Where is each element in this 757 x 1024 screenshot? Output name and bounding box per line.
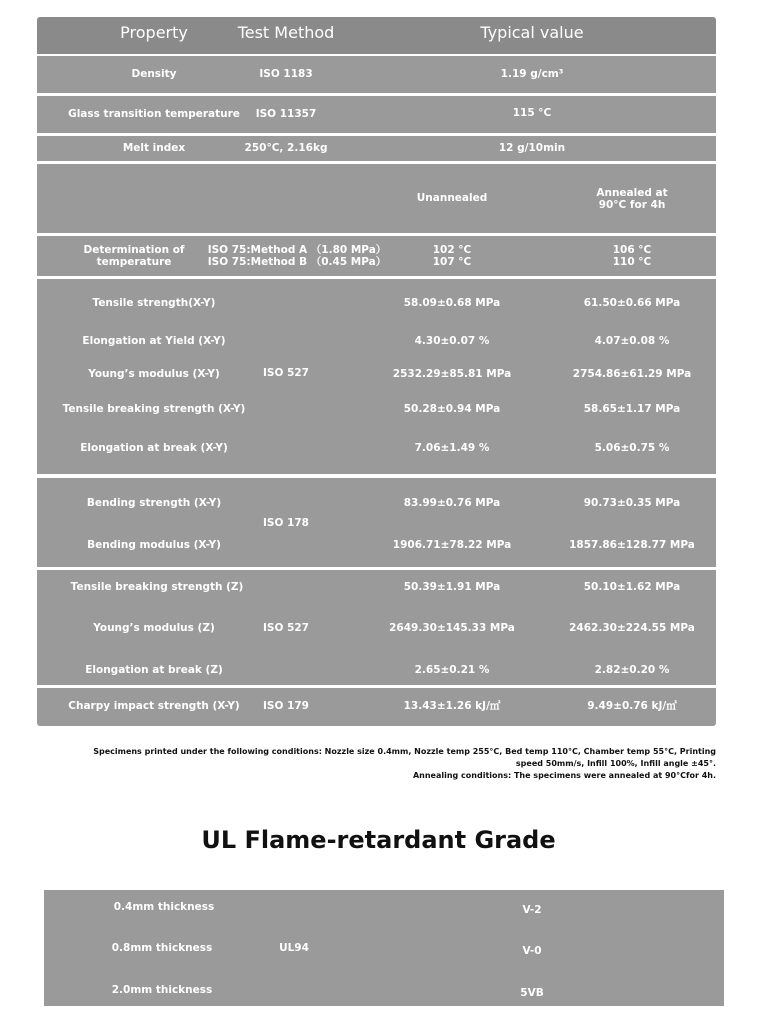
annealed-cell: 2462.30±224.55 MPa — [569, 622, 695, 634]
table-header — [37, 17, 716, 54]
property-cell: Elongation at break (Z) — [85, 664, 223, 676]
annealed-cell: 5.06±0.75 % — [594, 442, 670, 454]
value-cell: V-2 — [522, 904, 542, 916]
method-cell: ISO 178 — [263, 517, 309, 529]
property-cell: Melt index — [122, 142, 186, 154]
unannealed-cell: 107 °C — [432, 256, 472, 268]
annealed-label-line2: 90°C for 4h — [598, 199, 666, 211]
property-cell: Density — [131, 68, 177, 80]
z-axis-group — [37, 570, 716, 685]
annealed-cell: 61.50±0.66 MPa — [583, 297, 681, 309]
table-row-charpy — [37, 688, 716, 726]
property-cell: Bending modulus (X-Y) — [87, 539, 221, 551]
annealed-cell: 2.82±0.20 % — [594, 664, 670, 676]
method-cell: ISO 75:Method B （0.45 MPa） — [207, 256, 387, 268]
annealed-cell: 110 °C — [612, 256, 652, 268]
property-cell: Young’s modulus (Z) — [93, 622, 215, 634]
table-row-hdt — [37, 236, 716, 276]
header-test-method: Test Method — [237, 23, 335, 42]
property-cell: temperature — [96, 256, 172, 268]
value-cell: 5VB — [520, 987, 544, 999]
property-cell: Determination of — [83, 244, 185, 256]
method-cell: 250°C, 2.16kg — [244, 142, 328, 154]
unannealed-cell: 7.06±1.49 % — [414, 442, 490, 454]
method-cell: ISO 75:Method A （1.80 MPa） — [207, 244, 387, 256]
method-cell: ISO 11357 — [255, 108, 317, 120]
method-cell: ISO 1183 — [259, 68, 313, 80]
method-cell: ISO 179 — [263, 700, 309, 712]
property-cell: Tensile breaking strength (X-Y) — [62, 403, 246, 415]
bending-group — [37, 478, 716, 567]
property-cell: Charpy impact strength (X-Y) — [68, 700, 240, 712]
unannealed-cell: 50.28±0.94 MPa — [403, 403, 501, 415]
property-cell: Elongation at Yield (X-Y) — [82, 335, 226, 347]
unannealed-cell: 13.43±1.26 kJ/㎡ — [403, 700, 501, 712]
annealed-label-line1: Annealed at — [596, 187, 668, 199]
ul-table — [44, 890, 724, 1006]
unannealed-cell: 83.99±0.76 MPa — [403, 497, 501, 509]
value-cell: 1.19 g/cm³ — [500, 68, 564, 80]
unannealed-cell: 58.09±0.68 MPa — [403, 297, 501, 309]
ul-section-title: UL Flame-retardant Grade — [201, 826, 556, 854]
unannealed-cell: 4.30±0.07 % — [414, 335, 490, 347]
property-cell: Young’s modulus (X-Y) — [88, 368, 220, 380]
property-cell: Tensile strength(X-Y) — [92, 297, 216, 309]
table-row — [37, 136, 716, 161]
unannealed-label: Unannealed — [416, 192, 488, 204]
property-cell: 0.4mm thickness — [113, 901, 215, 913]
annealed-cell: 4.07±0.08 % — [594, 335, 670, 347]
annealed-cell: 2754.86±61.29 MPa — [572, 368, 692, 380]
property-cell: 0.8mm thickness — [111, 942, 213, 954]
annealed-cell: 90.73±0.35 MPa — [583, 497, 681, 509]
table-row — [37, 96, 716, 133]
unannealed-cell: 2649.30±145.33 MPa — [389, 622, 515, 634]
annealed-cell: 106 °C — [612, 244, 652, 256]
annealed-cell: 9.49±0.76 kJ/㎡ — [587, 700, 677, 712]
property-cell: Glass transition temperature — [68, 108, 240, 120]
printing-conditions-note: Specimens printed under the following conditions: Nozzle size 0.4mm, Nozzle temp 255°C, Bed temp 110°C, Chamber temp 55°C, Printing — [93, 747, 716, 756]
annealing-conditions-note: Annealing conditions: The specimens were annealed at 90°Cfor 4h. — [412, 771, 716, 780]
property-cell: Tensile breaking strength (Z) — [70, 581, 244, 593]
condition-subheader — [37, 164, 716, 233]
unannealed-cell: 2.65±0.21 % — [414, 664, 490, 676]
tensile-group — [37, 279, 716, 474]
value-cell: 115 °C — [512, 107, 552, 119]
header-typical-value: Typical value — [480, 23, 584, 42]
annealed-cell: 1857.86±128.77 MPa — [569, 539, 695, 551]
unannealed-cell: 50.39±1.91 MPa — [403, 581, 501, 593]
printing-conditions-note: speed 50mm/s, Infill 100%, Infill angle ±45°. — [515, 759, 716, 768]
property-cell: Elongation at break (X-Y) — [80, 442, 228, 454]
value-cell: 12 g/10min — [498, 142, 566, 154]
table-row — [37, 56, 716, 93]
unannealed-cell: 1906.71±78.22 MPa — [392, 539, 512, 551]
property-cell: 2.0mm thickness — [111, 984, 213, 996]
header-property: Property — [120, 23, 188, 42]
method-cell: UL94 — [279, 942, 309, 954]
method-cell: ISO 527 — [263, 622, 309, 634]
property-cell: Bending strength (X-Y) — [86, 497, 222, 509]
unannealed-cell: 102 °C — [432, 244, 472, 256]
unannealed-cell: 2532.29±85.81 MPa — [392, 368, 512, 380]
value-cell: V-0 — [522, 945, 542, 957]
method-cell: ISO 527 — [263, 367, 309, 379]
annealed-cell: 58.65±1.17 MPa — [583, 403, 681, 415]
annealed-cell: 50.10±1.62 MPa — [583, 581, 681, 593]
